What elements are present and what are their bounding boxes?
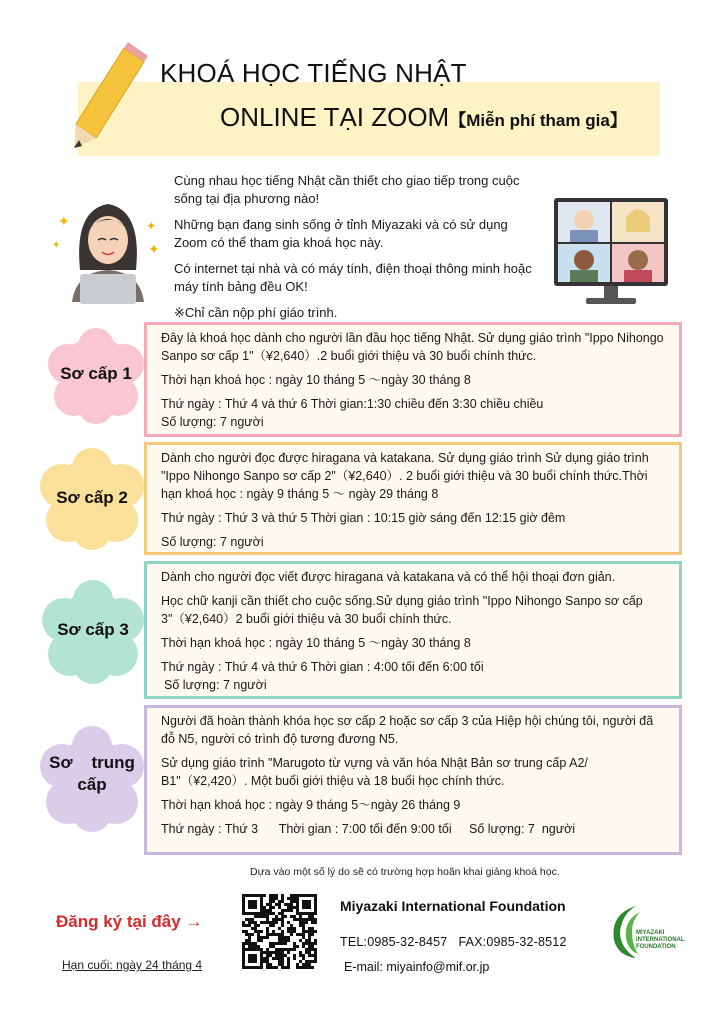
course-4-schedule: Thứ ngày : Thứ 3 Thời gian : 7:00 tối đến 9:00 tối Số lượng: 7 người bbox=[161, 822, 576, 836]
course-2-capacity: Số lượng: 7 người bbox=[161, 535, 264, 549]
svg-text:✦: ✦ bbox=[146, 219, 157, 233]
course-box-beginner-3 bbox=[144, 561, 682, 699]
course-3-capacity: Số lượng: 7 người bbox=[164, 678, 267, 692]
intro-text bbox=[174, 172, 534, 330]
course-label-line-1: Sơ trung bbox=[49, 753, 135, 772]
course-3-description-2: Học chữ kanji cần thiết cho cuộc sống.Sử dụng giáo trình "Ippo Nihongo Sanpo sơ cấp 3"（¥2,640）2 buổi giới thiệu và 30 buổi chính thức. bbox=[161, 594, 643, 626]
course-1-schedule: Thứ ngày : Thứ 4 và thứ 6 Thời gian:1:30 chiều đến 3:30 chiều chiều bbox=[161, 397, 544, 411]
phone-fax: TEL:0985-32-8457 FAX:0985-32-8512 bbox=[340, 935, 567, 949]
course-box-beginner-2 bbox=[144, 442, 682, 555]
page-title-line2 bbox=[220, 102, 627, 133]
course-label-pre-intermediate bbox=[36, 752, 148, 796]
course-3-schedule: Thứ ngày : Thứ 4 và thứ 6 Thời gian : 4:00 tối đến 6:00 tối bbox=[161, 660, 484, 674]
course-label-beginner-2: Sơ cấp 2 bbox=[56, 488, 128, 507]
foundation-logo-text: MIYAZAKI INTERNATIONAL FOUNDATION bbox=[636, 930, 685, 950]
deadline-text: Hạn cuối: ngày 24 tháng 4 bbox=[62, 958, 203, 972]
course-2-description: Dành cho người đọc được hiragana và katakana. Sử dụng giáo trình Sử dụng giáo trình "Ippo Nihongo Sanpo sơ cấp 2"（¥2,640）. 2 buổi giới thiệu và 30 buổi chính thức.Thời hạn khoá học : ngày 9 tháng 5 ～ ngày 29 tháng 8 bbox=[161, 451, 649, 501]
course-1-period: Thời hạn khoá học : ngày 10 tháng 5 ～ngày 30 tháng 8 bbox=[161, 373, 471, 387]
course-label-beginner-1: Sơ cấp 1 bbox=[60, 364, 132, 383]
teacher-illustration bbox=[52, 190, 162, 306]
register-link[interactable]: Đăng ký tại đây → bbox=[56, 912, 203, 931]
page-title-line1: KHOÁ HỌC TIẾNG NHẬT bbox=[160, 58, 467, 88]
course-box-pre-intermediate bbox=[144, 705, 682, 855]
course-3-period: Thời hạn khoá học : ngày 10 tháng 5 ～ngày 30 tháng 8 bbox=[161, 636, 471, 650]
qr-code-icon[interactable] bbox=[242, 894, 318, 970]
intro-paragraph-3: Có internet tại nhà và có máy tính, điện thoại thông minh hoặc máy tính bảng đều OK! bbox=[174, 261, 532, 294]
course-4-description-1: Người đã hoàn thành khóa học sơ cấp 2 hoặc sơ cấp 3 của Hiệp hội chúng tôi, người đã đỗ N5, người có trình độ tương đương N5. bbox=[161, 714, 654, 746]
intro-paragraph-1: Cùng nhau học tiếng Nhật cần thiết cho giao tiếp trong cuộc sống tại địa phương nào! bbox=[174, 173, 520, 206]
svg-text:✦: ✦ bbox=[52, 240, 61, 251]
foundation-name: Miyazaki International Foundation bbox=[340, 898, 566, 914]
course-1-capacity: Số lượng: 7 người bbox=[161, 415, 264, 429]
course-label-beginner-3: Sơ cấp 3 bbox=[57, 620, 129, 639]
email-address[interactable]: E-mail: miyainfo@mif.or.jp bbox=[344, 960, 490, 974]
course-4-period: Thời hạn khoá học : ngày 9 tháng 5～ngày 26 tháng 9 bbox=[161, 798, 461, 812]
svg-text:✦: ✦ bbox=[148, 241, 160, 257]
title-online-zoom: ONLINE TẠI ZOOM bbox=[220, 102, 450, 132]
course-box-beginner-1 bbox=[144, 322, 682, 437]
course-label-line-2: cấp bbox=[77, 775, 107, 794]
postponement-notice: Dựa vào một số lý do sẽ có trường hợp hoãn khai giảng khoá học. bbox=[250, 866, 560, 878]
pencil-icon bbox=[62, 42, 162, 152]
course-3-description-1: Dành cho người đọc viết được hiragana và katakana và có thể hội thoại đơn giản. bbox=[161, 570, 616, 584]
course-2-schedule: Thứ ngày : Thứ 3 và thứ 5 Thời gian : 10:15 giờ sáng đến 12:15 giờ đêm bbox=[161, 511, 566, 525]
course-1-description: Đây là khoá học dành cho người lần đầu học tiếng Nhật. Sử dụng giáo trình "Ippo Nihongo Sanpo sơ cấp 1"（¥2,640）.2 buổi giới thiệu và 30 buổi chính thức. bbox=[161, 331, 664, 363]
intro-paragraph-2: Những bạn đang sinh sống ở tỉnh Miyazaki và có sử dụng Zoom có thể tham gia khoá học này. bbox=[174, 217, 508, 250]
course-4-description-2: Sử dụng giáo trình "Marugoto từ vựng và văn hóa Nhật Bản sơ trung cấp A2/ B1"（¥2,420）. Một buổi giới thiệu và 18 buổi học chính thức. bbox=[161, 756, 588, 788]
intro-paragraph-4: ※Chỉ cần nộp phí giáo trình. bbox=[174, 305, 338, 320]
svg-text:✦: ✦ bbox=[58, 213, 70, 229]
video-call-monitor-icon bbox=[552, 196, 670, 308]
free-badge: 【Miễn phí tham gia】 bbox=[449, 111, 627, 130]
